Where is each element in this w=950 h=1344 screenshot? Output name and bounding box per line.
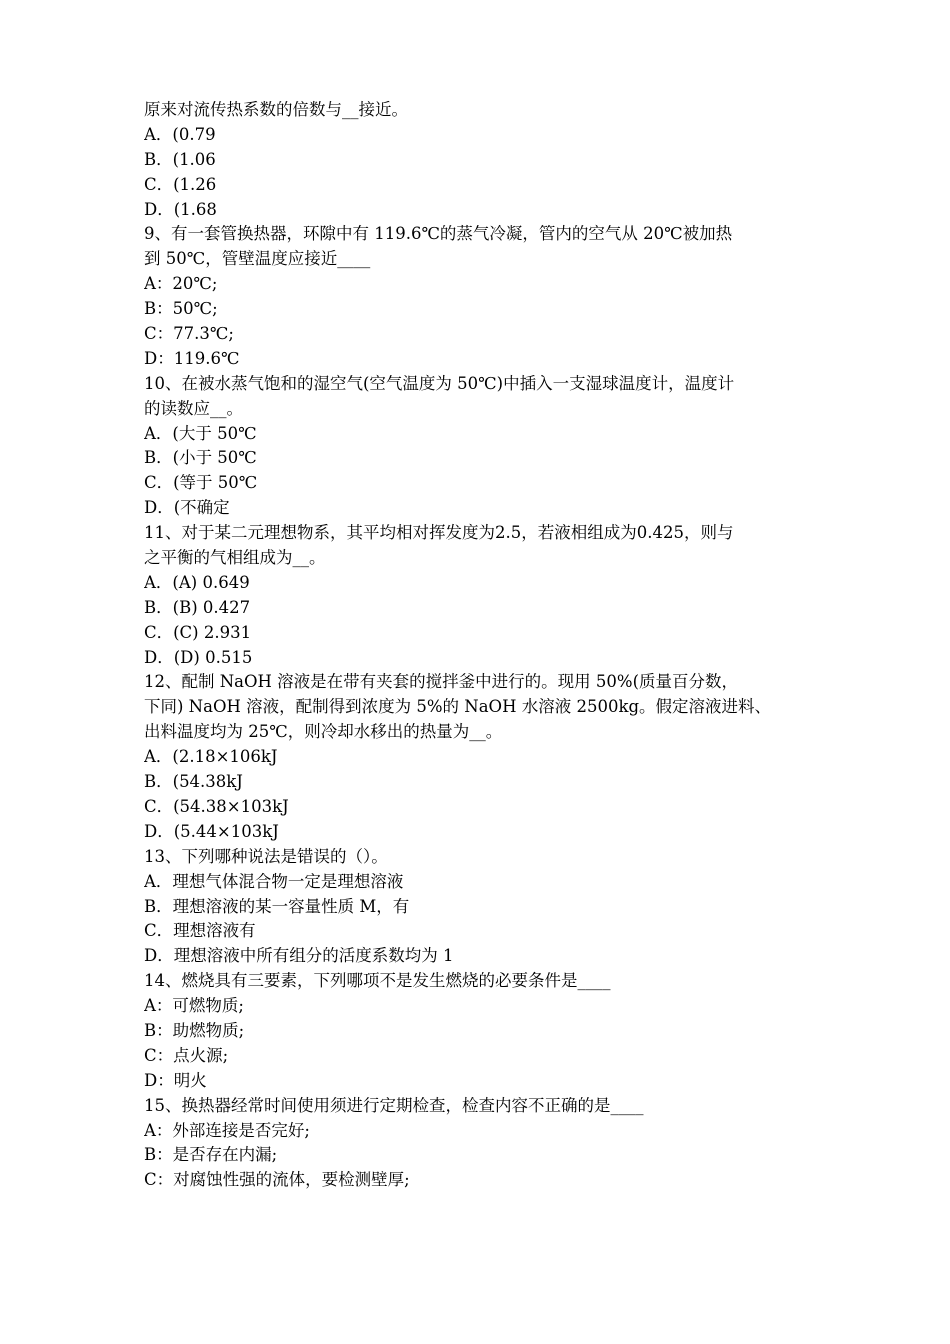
option-line: C：对腐蚀性强的流体，要检测壁厚; <box>144 1170 410 1190</box>
question-12-stem-cont: 下同) NaOH 溶液，配制得到浓度为 5%的 NaOH 水溶液 2500kg。假定溶液进料、 <box>144 697 772 717</box>
text-line: 原来对流传热系数的倍数与__接近。 <box>144 100 408 119</box>
option-line: D．(不确定 <box>144 498 230 518</box>
option-line: C．(54.38×103kJ <box>144 796 289 816</box>
option-line: C．理想溶液有 <box>144 921 256 941</box>
question-10-stem: 10、在被水蒸气饱和的湿空气(空气温度为 50℃)中插入一支湿球温度计，温度计 <box>144 373 735 393</box>
option-line: D．(1.68 <box>144 199 217 219</box>
option-line: B．(B) 0.427 <box>144 597 251 617</box>
option-line: D．理想溶液中所有组分的活度系数均为 1 <box>144 946 454 966</box>
option-line: A．(2.18×106kJ <box>144 747 278 767</box>
option-line: A．(大于 50℃ <box>144 423 257 443</box>
option-line: B．(小于 50℃ <box>144 448 257 468</box>
question-12-stem: 12、配制 NaOH 溶液是在带有夹套的搅拌釜中进行的。现用 50%(质量百分数， <box>144 672 739 692</box>
question-11-stem-cont: 之平衡的气相组成为__。 <box>144 548 326 568</box>
question-10-stem-cont: 的读数应__。 <box>144 398 243 418</box>
option-line: B．理想溶液的某一容量性质 M，有 <box>144 896 410 916</box>
option-line: D：119.6℃ <box>144 348 240 368</box>
option-line: C：点火源; <box>144 1045 229 1065</box>
option-line: B．(1.06 <box>144 149 216 169</box>
question-12-stem-cont: 出料温度均为 25℃，则冷却水移出的热量为__。 <box>144 722 503 742</box>
option-line: A：可燃物质; <box>144 996 244 1016</box>
option-line: B：50℃; <box>144 299 218 319</box>
option-line: D．(5.44×103kJ <box>144 821 279 841</box>
option-line: A．理想气体混合物一定是理想溶液 <box>144 871 404 891</box>
question-13-stem: 13、下列哪种说法是错误的（）。 <box>144 846 388 866</box>
document-body <box>144 98 816 1193</box>
question-14-stem: 14、燃烧具有三要素，下列哪项不是发生燃烧的必要条件是____ <box>144 971 611 991</box>
option-line: C．(等于 50℃ <box>144 473 258 493</box>
option-line: C：77.3℃; <box>144 324 234 344</box>
option-line: B：是否存在内漏; <box>144 1145 278 1165</box>
question-11-stem: 11、对于某二元理想物系，其平均相对挥发度为2.5，若液相组成为0.425，则与 <box>144 523 734 543</box>
question-9-stem: 9、有一套管换热器，环隙中有 119.6℃的蒸气冷凝，管内的空气从 20℃被加热 <box>144 224 733 244</box>
option-line: D：明火 <box>144 1070 207 1090</box>
question-9-stem-cont: 到 50℃，管壁温度应接近____ <box>144 249 371 269</box>
option-line: D．(D) 0.515 <box>144 647 253 667</box>
option-line: A：外部连接是否完好; <box>144 1120 310 1140</box>
option-line: A．(0.79 <box>144 124 216 144</box>
option-line: C．(1.26 <box>144 174 217 194</box>
option-line: C．(C) 2.931 <box>144 622 252 642</box>
option-line: A：20℃; <box>144 274 218 294</box>
option-line: B．(54.38kJ <box>144 772 243 792</box>
option-line: A．(A) 0.649 <box>144 572 250 592</box>
question-15-stem: 15、换热器经常时间使用须进行定期检查，检查内容不正确的是____ <box>144 1095 644 1115</box>
option-line: B：助燃物质; <box>144 1020 245 1040</box>
